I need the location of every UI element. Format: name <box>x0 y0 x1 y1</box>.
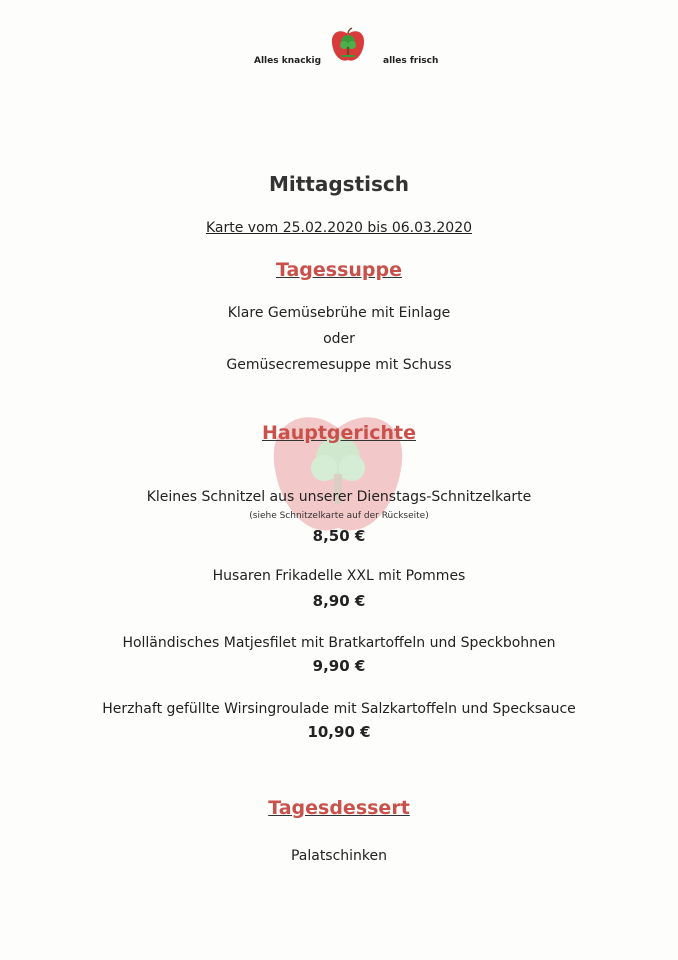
soup-heading: Tagessuppe <box>275 259 403 281</box>
main-dish-name: Herzhaft gefüllte Wirsingroulade mit Salzkartoffeln und Specksauce <box>102 701 576 717</box>
main-dish-name: Holländisches Matjesfilet mit Bratkartoffeln und Speckbohnen <box>122 635 556 651</box>
main-dish-name: Kleines Schnitzel aus unserer Dienstags-Schnitzelkarte <box>146 489 532 505</box>
dessert-item: Palatschinken <box>290 848 388 864</box>
apple-tree-icon <box>330 26 366 64</box>
dessert-heading: Tagesdessert <box>268 797 410 819</box>
main-dish-price: 8,90 € <box>312 592 366 610</box>
page-title: Mittagstisch <box>268 172 409 196</box>
soup-line: Klare Gemüsebrühe mit Einlage <box>227 305 451 321</box>
main-dish-price: 10,90 € <box>307 723 371 741</box>
mains-heading: Hauptgerichte <box>261 422 417 444</box>
main-dish-name: Husaren Frikadelle XXL mit Pommes <box>212 568 466 584</box>
soup-line: oder <box>323 331 355 347</box>
main-dish-price: 9,90 € <box>312 657 366 675</box>
main-dish-note: (siehe Schnitzelkarte auf der Rückseite) <box>249 511 429 521</box>
slogan-left: Alles knackig <box>254 56 322 66</box>
slogan-right: alles frisch <box>383 56 439 66</box>
main-dish-price: 8,50 € <box>312 527 366 545</box>
date-range: Karte vom 25.02.2020 bis 06.03.2020 <box>205 220 473 236</box>
logo-header <box>0 26 678 76</box>
soup-line: Gemüsecremesuppe mit Schuss <box>226 357 452 373</box>
